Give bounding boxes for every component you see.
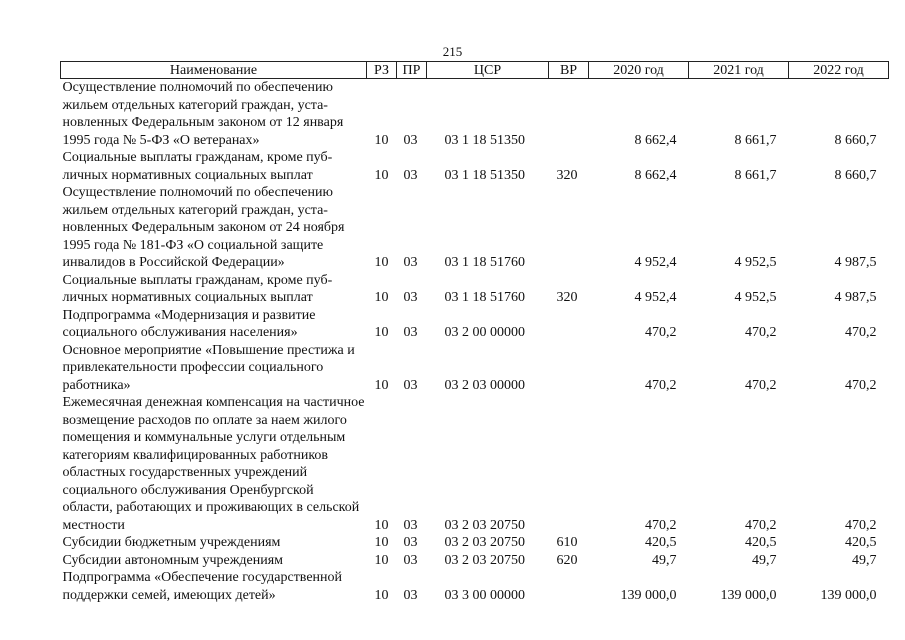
row-name: Подпрограмма «Модернизация и развитие социального обслуживания населения» — [62, 307, 316, 340]
row-2021: 4 952,5 — [734, 255, 777, 270]
header-name: Наименование — [61, 62, 367, 79]
row-2022: 139 000,0 — [820, 587, 877, 603]
row-pr: 03 — [403, 325, 418, 340]
row-rz: 10 — [374, 535, 389, 550]
row-name: Осуществление полномочий по обеспечению жильем отдельных категорий граждан, установленных Федеральным законом от 12 января 1995 года № 5-ФЗ «О ветеранах» — [62, 80, 344, 148]
row-vr — [549, 342, 589, 395]
table-row — [61, 149, 889, 184]
row-2021: 4 952,5 — [734, 290, 777, 305]
row-2022: 8 660,7 — [834, 132, 877, 148]
table-row — [61, 79, 889, 150]
row-2021: 420,5 — [745, 535, 777, 550]
row-rz: 10 — [374, 255, 389, 270]
row-2021: 470,2 — [745, 517, 777, 533]
row-csr: 03 2 03 20750 — [444, 552, 525, 568]
row-csr: 03 1 18 51350 — [444, 132, 525, 148]
row-rz: 10 — [374, 377, 389, 393]
row-2022: 470,2 — [845, 517, 877, 533]
header-vr: ВР — [549, 62, 589, 79]
budget-table — [60, 61, 889, 604]
table-row — [61, 307, 889, 342]
row-2022: 420,5 — [845, 535, 877, 550]
table-row — [61, 272, 889, 307]
row-pr: 03 — [403, 290, 418, 305]
row-2022: 470,2 — [845, 377, 877, 393]
row-rz: 10 — [374, 552, 389, 568]
row-csr: 03 1 18 51760 — [444, 255, 525, 270]
row-2021: 470,2 — [745, 325, 777, 340]
row-2022: 4 987,5 — [834, 290, 877, 305]
row-csr: 03 2 03 20750 — [444, 517, 525, 533]
row-2020: 4 952,4 — [634, 255, 677, 270]
row-vr: 620 — [556, 552, 578, 568]
row-name: Субсидии бюджетным учреждениям — [62, 535, 281, 550]
row-vr — [549, 569, 589, 604]
row-pr: 03 — [403, 255, 418, 270]
row-2020: 470,2 — [645, 377, 677, 393]
row-vr: 610 — [556, 535, 578, 550]
row-name: Основное мероприятие «Повышение престижа и привлекательности профессии социального работника» — [62, 342, 355, 393]
row-2021: 8 661,7 — [734, 167, 777, 183]
row-name: Подпрограмма «Обеспечение государственной поддержки семей, имеющих детей» — [62, 570, 343, 603]
row-rz: 10 — [374, 325, 389, 340]
row-pr: 03 — [403, 535, 418, 550]
row-2020: 8 662,4 — [634, 132, 677, 148]
table-row — [61, 184, 889, 272]
row-2022: 8 660,7 — [834, 167, 877, 183]
row-vr: 320 — [556, 290, 578, 305]
header-2021: 2021 год — [689, 62, 789, 79]
table-row — [61, 552, 889, 570]
row-2022: 4 987,5 — [834, 255, 877, 270]
header-rz: РЗ — [367, 62, 397, 79]
row-name: Ежемесячная денежная компенсация на частичное возмещение расходов по оплате за наем жилого помещения и коммунальные услуги отдельным категориям квалифицированных работников областных государственных учреждений социального обслуживания Оренбургской области, работающих и проживающих в сельской местности — [62, 395, 365, 533]
row-pr: 03 — [403, 517, 418, 533]
row-2020: 470,2 — [645, 517, 677, 533]
row-2020: 420,5 — [645, 535, 677, 550]
row-2022: 49,7 — [852, 552, 877, 568]
header-2020: 2020 год — [589, 62, 689, 79]
row-2020: 470,2 — [645, 325, 677, 340]
row-csr: 03 1 18 51350 — [444, 167, 525, 183]
row-vr — [549, 307, 589, 342]
header-row — [61, 62, 889, 79]
table-row — [61, 569, 889, 604]
row-csr: 03 3 00 00000 — [444, 587, 525, 603]
row-pr: 03 — [403, 552, 418, 568]
row-rz: 10 — [374, 517, 389, 533]
row-csr: 03 2 03 20750 — [444, 535, 525, 550]
row-rz: 10 — [374, 290, 389, 305]
row-pr: 03 — [403, 587, 418, 603]
table-row — [61, 534, 889, 552]
row-2020: 49,7 — [652, 552, 677, 568]
row-csr: 03 2 00 00000 — [444, 325, 525, 340]
row-2021: 470,2 — [745, 377, 777, 393]
table-header — [61, 62, 889, 79]
row-pr: 03 — [403, 377, 418, 393]
page-number: 215 — [442, 44, 463, 59]
row-vr — [549, 184, 589, 272]
row-2022: 470,2 — [845, 325, 877, 340]
header-csr: ЦСР — [427, 62, 549, 79]
table-body — [61, 79, 889, 605]
table-row — [61, 342, 889, 395]
row-2020: 139 000,0 — [620, 587, 677, 603]
row-name: Субсидии автономным учреждениям — [62, 552, 284, 568]
row-vr — [549, 394, 589, 534]
row-rz: 10 — [374, 587, 389, 603]
table-row — [61, 394, 889, 534]
row-vr: 320 — [556, 167, 578, 183]
row-2020: 4 952,4 — [634, 290, 677, 305]
row-rz: 10 — [374, 167, 389, 183]
row-pr: 03 — [403, 167, 418, 183]
row-name: Осуществление полномочий по обеспечению жильем отдельных категорий граждан, установленных Федеральным законом от 24 ноября 1995 года № 181-ФЗ «О социальной защите инвалидов в Российской Федерации» — [62, 185, 345, 270]
row-2020: 8 662,4 — [634, 167, 677, 183]
row-csr: 03 2 03 00000 — [444, 377, 525, 393]
row-pr: 03 — [403, 132, 418, 148]
row-2021: 8 661,7 — [734, 132, 777, 148]
row-2021: 139 000,0 — [720, 587, 777, 603]
row-name: Социальные выплаты гражданам, кроме публичных нормативных социальных выплат — [62, 272, 333, 305]
row-rz: 10 — [374, 132, 389, 148]
header-pr: ПР — [397, 62, 427, 79]
row-2021: 49,7 — [752, 552, 777, 568]
row-name: Социальные выплаты гражданам, кроме публичных нормативных социальных выплат — [62, 150, 333, 183]
row-vr — [549, 79, 589, 150]
row-csr: 03 1 18 51760 — [444, 290, 525, 305]
header-2022: 2022 год — [789, 62, 889, 79]
